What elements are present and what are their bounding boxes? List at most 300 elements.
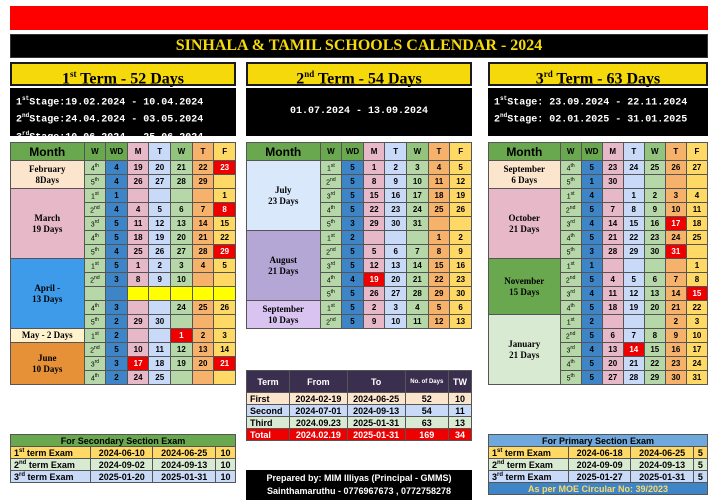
day-cell: 14 [214, 343, 236, 357]
day-cell: 7 [602, 203, 623, 217]
day-cell: 5 [450, 161, 472, 175]
day-cell: 12 [450, 175, 472, 189]
week-cell: 1st [560, 315, 581, 329]
month-label: September 10 Days [247, 301, 321, 329]
week-cell: 1st [560, 189, 581, 203]
day-cell [363, 231, 385, 245]
day-cell: 11 [407, 315, 429, 329]
week-cell: 2nd [84, 203, 106, 217]
day-cell: 22 [686, 301, 707, 315]
day-cell: 10 [686, 329, 707, 343]
exam-title: For Primary Section Exam [489, 435, 708, 447]
day-cell: 28 [407, 287, 429, 301]
day-cell: 18 [428, 189, 450, 203]
day-cell [644, 175, 665, 189]
table-row [489, 459, 708, 471]
day-cell: 16 [644, 217, 665, 231]
day-cell [127, 287, 149, 301]
day-cell: 2 [192, 329, 214, 343]
day-cell: 23 [665, 357, 686, 371]
summary-cell: 169 [405, 429, 449, 441]
day-cell: 1 [214, 189, 236, 203]
summary-cell: 11 [449, 405, 472, 417]
week-cell: 1st [320, 161, 342, 175]
day-cell: 19 [127, 161, 149, 175]
summary-cell: Third [247, 417, 290, 429]
day-cell: 23 [450, 273, 472, 287]
page-title: SINHALA & TAMIL SCHOOLS CALENDAR - 2024 [10, 34, 708, 58]
header-wd: WD [106, 143, 128, 161]
workdays-cell: 2 [106, 315, 128, 329]
day-cell: 23 [602, 161, 623, 175]
day-cell: 18 [149, 357, 171, 371]
day-cell: 8 [428, 245, 450, 259]
table-row [247, 161, 472, 175]
day-cell: 6 [602, 329, 623, 343]
day-cell: 30 [644, 245, 665, 259]
summary-cell: 2025-01-31 [347, 429, 405, 441]
header-month: Month [11, 143, 85, 161]
day-cell: 27 [385, 287, 407, 301]
exam-cell: 2024-09-09 [568, 459, 630, 471]
day-cell: 2 [665, 315, 686, 329]
day-cell: 14 [665, 287, 686, 301]
week-cell: 5th [560, 245, 581, 259]
table-row [11, 459, 236, 471]
day-cell: 9 [149, 273, 171, 287]
day-cell: 4 [127, 203, 149, 217]
week-cell: 3rd [320, 259, 342, 273]
day-cell: 3 [686, 315, 707, 329]
day-cell [214, 175, 236, 189]
day-cell: 3 [385, 301, 407, 315]
workdays-cell: 5 [342, 315, 364, 329]
day-cell: 23 [214, 161, 236, 175]
day-cell [428, 217, 450, 231]
day-cell [450, 217, 472, 231]
week-cell: 4th [84, 231, 106, 245]
day-cell: 26 [363, 287, 385, 301]
day-cell: 31 [407, 217, 429, 231]
month-label: October 21 Days [489, 189, 561, 259]
day-cell [665, 175, 686, 189]
summary-cell: 2024.02.19 [290, 429, 348, 441]
day-cell: 2 [149, 259, 171, 273]
day-cell [192, 287, 214, 301]
workdays-cell: 5 [581, 161, 602, 175]
day-cell: 9 [363, 315, 385, 329]
day-cell: 25 [428, 203, 450, 217]
day-cell: 19 [149, 231, 171, 245]
day-cell: 1 [363, 161, 385, 175]
day-cell: 5 [623, 273, 644, 287]
day-cell: 26 [665, 161, 686, 175]
table-row [247, 429, 472, 441]
credit-line-1: Prepared by: MIM Illiyas (Principal - GMMS) [266, 473, 452, 483]
week-cell: 2nd [84, 273, 106, 287]
day-cell [214, 287, 236, 301]
summary-cell: 52 [405, 393, 449, 405]
header-t: T [385, 143, 407, 161]
day-cell: 9 [665, 329, 686, 343]
day-cell: 27 [149, 175, 171, 189]
term-1-dates [10, 88, 236, 143]
month-label: February 8Days [11, 161, 85, 189]
day-cell [149, 189, 171, 203]
day-cell: 10 [385, 315, 407, 329]
summary-cell: 2024-06-25 [347, 393, 405, 405]
term-3-header: 3rd Term - 63 Days [488, 62, 708, 86]
week-cell: 4th [84, 161, 106, 175]
day-cell: 11 [149, 343, 171, 357]
day-cell: 13 [644, 287, 665, 301]
day-cell: 27 [171, 245, 193, 259]
month-label: March 19 Days [11, 189, 85, 259]
workdays-cell: 4 [581, 217, 602, 231]
day-cell: 3 [665, 189, 686, 203]
exam-cell: 5 [693, 471, 707, 483]
summary-cell: 54 [405, 405, 449, 417]
workdays-cell: 3 [106, 301, 128, 315]
week-cell: 5th [560, 175, 581, 189]
day-cell [192, 189, 214, 203]
day-cell: 26 [127, 175, 149, 189]
day-cell: 18 [686, 217, 707, 231]
exam-cell: 2024-09-13 [631, 459, 693, 471]
day-cell: 27 [602, 371, 623, 385]
week-cell: 4th [320, 203, 342, 217]
workdays-cell: 5 [342, 161, 364, 175]
day-cell: 14 [407, 259, 429, 273]
summary-cell: 2024-07-01 [290, 405, 348, 417]
day-cell: 2 [363, 301, 385, 315]
week-cell: 3rd [320, 189, 342, 203]
header-wd: WD [581, 143, 602, 161]
calendar-table-1 [10, 142, 236, 385]
exam-cell: 2025-01-27 [568, 471, 630, 483]
day-cell [149, 329, 171, 343]
header-f: F [686, 143, 707, 161]
day-cell: 21 [665, 301, 686, 315]
term-stage-line: 1stStage: 23.09.2024 - 22.11.2024 [494, 95, 688, 109]
day-cell: 8 [623, 203, 644, 217]
day-cell: 19 [623, 301, 644, 315]
day-cell: 26 [214, 301, 236, 315]
week-cell: 5th [560, 371, 581, 385]
workdays-cell: 2 [342, 231, 364, 245]
workdays-cell [106, 287, 128, 301]
day-cell: 15 [428, 259, 450, 273]
exam-cell: 2025-01-31 [153, 471, 215, 483]
day-cell: 30 [149, 315, 171, 329]
exam-cell: 5 [693, 447, 707, 459]
day-cell: 15 [686, 287, 707, 301]
term-3-dates [488, 88, 708, 136]
circular-note: As per MOE Circular No: 39/2023 [489, 483, 708, 495]
day-cell: 4 [602, 273, 623, 287]
day-cell [127, 189, 149, 203]
day-cell [686, 175, 707, 189]
day-cell: 16 [665, 343, 686, 357]
day-cell: 25 [686, 231, 707, 245]
day-cell: 13 [171, 217, 193, 231]
term-stage-line: 3rdStage:10.06.2024 - 25.06.2024 [16, 129, 204, 143]
summary-cell: Total [247, 429, 290, 441]
header-f: F [450, 143, 472, 161]
day-cell: 2 [644, 189, 665, 203]
week-cell: 4th [560, 301, 581, 315]
term-summary-table [246, 370, 472, 441]
day-cell: 8 [214, 203, 236, 217]
day-cell: 1 [623, 189, 644, 203]
day-cell: 30 [385, 217, 407, 231]
week-cell: 4th [320, 273, 342, 287]
day-cell: 12 [171, 343, 193, 357]
day-cell: 20 [644, 301, 665, 315]
day-cell: 24 [686, 357, 707, 371]
day-cell: 14 [192, 217, 214, 231]
day-cell [192, 315, 214, 329]
week-cell: 3rd [560, 217, 581, 231]
exam-cell: 10 [215, 459, 235, 471]
day-cell: 8 [686, 273, 707, 287]
day-cell: 5 [363, 245, 385, 259]
day-cell: 22 [623, 231, 644, 245]
summary-header: From [290, 371, 348, 393]
workdays-cell: 5 [581, 273, 602, 287]
day-cell: 6 [644, 273, 665, 287]
week-cell: 1st [84, 259, 106, 273]
day-cell: 11 [428, 175, 450, 189]
week-cell: 5th [84, 245, 106, 259]
day-cell: 20 [602, 357, 623, 371]
table-row [11, 259, 236, 273]
day-cell: 23 [644, 231, 665, 245]
day-cell [149, 287, 171, 301]
month-label: June 10 Days [11, 343, 85, 385]
day-cell: 5 [149, 203, 171, 217]
day-cell: 25 [149, 371, 171, 385]
day-cell [171, 189, 193, 203]
header-m: M [363, 143, 385, 161]
day-cell: 30 [602, 175, 623, 189]
month-label: November 15 Days [489, 259, 561, 315]
workdays-cell: 4 [106, 203, 128, 217]
workdays-cell: 5 [581, 203, 602, 217]
header-t: T [149, 143, 171, 161]
workdays-cell: 5 [106, 343, 128, 357]
header-w: W [407, 143, 429, 161]
week-cell: 2nd [560, 203, 581, 217]
day-cell: 10 [407, 175, 429, 189]
exam-term: 2nd term Exam [11, 459, 91, 471]
day-cell: 8 [363, 175, 385, 189]
day-cell: 9 [385, 175, 407, 189]
exam-cell: 5 [693, 459, 707, 471]
workdays-cell: 1 [106, 189, 128, 203]
day-cell: 27 [686, 161, 707, 175]
workdays-cell: 5 [342, 175, 364, 189]
day-cell [602, 315, 623, 329]
day-cell: 31 [686, 371, 707, 385]
day-cell: 12 [428, 315, 450, 329]
workdays-cell: 5 [342, 259, 364, 273]
day-cell: 13 [385, 259, 407, 273]
week-cell: 4th [560, 161, 581, 175]
table-row [247, 231, 472, 245]
day-cell: 12 [623, 287, 644, 301]
day-cell [192, 273, 214, 287]
day-cell [665, 259, 686, 273]
header-w: W [84, 143, 106, 161]
week-cell: 1st [84, 329, 106, 343]
workdays-cell: 5 [106, 259, 128, 273]
exam-cell: 2024-06-18 [568, 447, 630, 459]
day-cell: 29 [428, 287, 450, 301]
day-cell: 24 [171, 301, 193, 315]
exam-cell: 10 [215, 471, 235, 483]
day-cell: 1 [171, 329, 193, 343]
credit-box [246, 470, 472, 500]
day-cell: 25 [127, 245, 149, 259]
table-row [247, 405, 472, 417]
day-cell: 1 [127, 259, 149, 273]
day-cell: 3 [171, 259, 193, 273]
workdays-cell: 5 [342, 301, 364, 315]
workdays-cell: 3 [342, 217, 364, 231]
day-cell: 14 [602, 217, 623, 231]
summary-cell: 2024-09-13 [347, 405, 405, 417]
header-month: Month [489, 143, 561, 161]
day-cell: 3 [214, 329, 236, 343]
week-cell: 4th [84, 301, 106, 315]
workdays-cell: 5 [106, 217, 128, 231]
day-cell: 30 [665, 371, 686, 385]
table-row [489, 161, 708, 175]
table-row [489, 471, 708, 483]
day-cell: 28 [192, 245, 214, 259]
table-row [489, 259, 708, 273]
day-cell [686, 245, 707, 259]
week-cell: 5th [84, 175, 106, 189]
day-cell: 10 [171, 273, 193, 287]
summary-header: To [347, 371, 405, 393]
day-cell: 11 [686, 203, 707, 217]
day-cell [149, 301, 171, 315]
day-cell [171, 287, 193, 301]
day-cell: 9 [644, 203, 665, 217]
week-cell: 4th [560, 231, 581, 245]
day-cell: 19 [450, 189, 472, 203]
table-row [11, 447, 236, 459]
summary-cell: First [247, 393, 290, 405]
week-cell: 1st [320, 301, 342, 315]
week-cell: 2nd [320, 175, 342, 189]
day-cell [602, 189, 623, 203]
term-1-header: 1st Term - 52 Days [10, 62, 236, 86]
day-cell: 17 [686, 343, 707, 357]
day-cell: 28 [602, 245, 623, 259]
summary-cell: 63 [405, 417, 449, 429]
header-t: T [428, 143, 450, 161]
day-cell: 19 [363, 273, 385, 287]
day-cell: 22 [192, 161, 214, 175]
exam-cell: 2025-01-31 [631, 471, 693, 483]
day-cell: 16 [450, 259, 472, 273]
exam-term: 1st term Exam [489, 447, 569, 459]
day-cell: 26 [149, 245, 171, 259]
day-cell: 21 [602, 231, 623, 245]
day-cell: 15 [644, 343, 665, 357]
exam-cell: 2024-06-10 [90, 447, 152, 459]
day-cell [407, 231, 429, 245]
summary-cell: 34 [449, 429, 472, 441]
header-w: W [171, 143, 193, 161]
day-cell: 8 [127, 273, 149, 287]
day-cell: 17 [665, 217, 686, 231]
day-cell: 22 [214, 231, 236, 245]
term-stage-line: 2ndStage:24.04.2024 - 03.05.2024 [16, 112, 204, 126]
credit-line-2: Sainthamaruthu - 0776967673 , 0772758278 [266, 486, 452, 496]
exam-term: 2nd term Exam [489, 459, 569, 471]
day-cell: 17 [407, 189, 429, 203]
header-t: T [665, 143, 686, 161]
day-cell: 22 [363, 203, 385, 217]
day-cell: 21 [192, 231, 214, 245]
day-cell: 29 [192, 175, 214, 189]
header-t: T [192, 143, 214, 161]
day-cell: 29 [644, 371, 665, 385]
day-cell: 24 [407, 203, 429, 217]
week-cell: 4th [560, 357, 581, 371]
workdays-cell: 3 [581, 245, 602, 259]
summary-header: No. of Days [405, 371, 449, 393]
table-row [11, 329, 236, 343]
exam-term: 3rd term Exam [489, 471, 569, 483]
week-cell: 3rd [84, 217, 106, 231]
header-w: W [320, 143, 342, 161]
week-cell: 3rd [560, 343, 581, 357]
workdays-cell: 4 [581, 189, 602, 203]
day-cell: 18 [602, 301, 623, 315]
workdays-cell: 4 [106, 245, 128, 259]
day-cell: 4 [686, 189, 707, 203]
workdays-cell: 1 [581, 259, 602, 273]
day-cell: 18 [127, 231, 149, 245]
day-cell: 6 [450, 301, 472, 315]
day-cell: 17 [127, 357, 149, 371]
day-cell [385, 231, 407, 245]
day-cell: 30 [450, 287, 472, 301]
week-cell: 5th [320, 217, 342, 231]
day-cell: 21 [407, 273, 429, 287]
day-cell: 5 [428, 301, 450, 315]
week-cell: 5th [84, 315, 106, 329]
day-cell [192, 371, 214, 385]
week-cell: 1st [320, 231, 342, 245]
workdays-cell: 3 [106, 357, 128, 371]
day-cell [214, 315, 236, 329]
day-cell: 12 [363, 259, 385, 273]
workdays-cell: 4 [106, 175, 128, 189]
workdays-cell: 2 [106, 329, 128, 343]
day-cell: 29 [363, 217, 385, 231]
day-cell: 29 [623, 245, 644, 259]
header-m: M [602, 143, 623, 161]
day-cell: 24 [665, 231, 686, 245]
day-cell: 20 [385, 273, 407, 287]
day-cell: 13 [450, 315, 472, 329]
